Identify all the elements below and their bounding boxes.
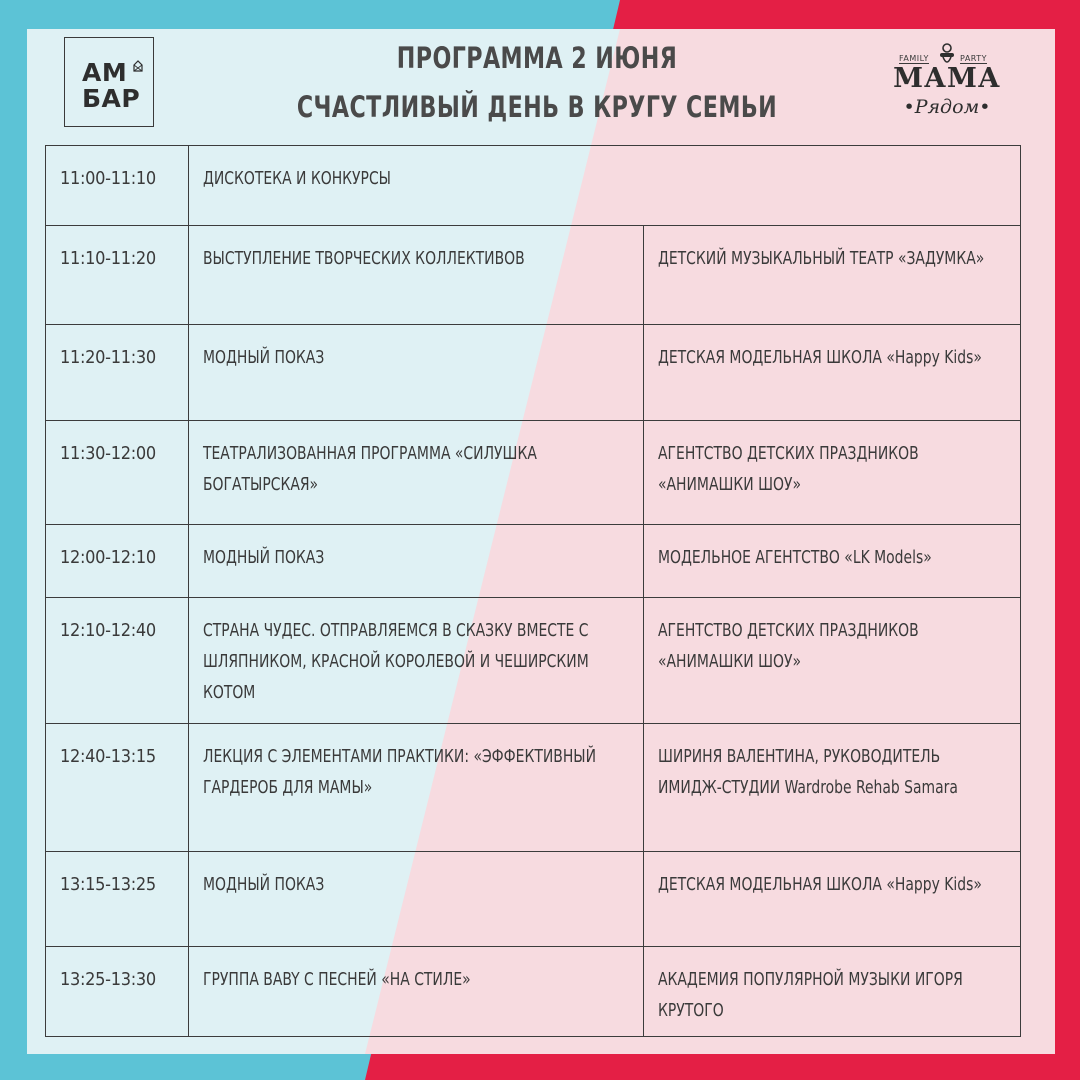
host-text: ШИРИНЯ ВАЛЕНТИНА, РУКОВОДИТЕЛЬ ИМИДЖ-СТУДИИ Wardrobe Rehab Samara	[658, 746, 958, 798]
time-cell: 11:00-11:10	[46, 146, 189, 226]
event-text: ГРУППА BABY С ПЕСНЕЙ «НА СТИЛЕ»	[203, 969, 471, 990]
event-text: ЛЕКЦИЯ С ЭЛЕМЕНТАМИ ПРАКТИКИ: «ЭФФЕКТИВНЫЙ ГАРДЕРОБ ДЛЯ МАМЫ»	[203, 746, 597, 798]
event-cell	[189, 852, 644, 947]
event-text: МОДНЫЙ ПОКАЗ	[203, 547, 325, 568]
host-cell	[644, 226, 1021, 325]
table-row	[46, 947, 1021, 1037]
host-text: ДЕТСКАЯ МОДЕЛЬНАЯ ШКОЛА «Happy Kids»	[658, 874, 982, 895]
event-text: ДИСКОТЕКА И КОНКУРСЫ	[203, 168, 391, 189]
schedule-table	[45, 145, 1021, 1037]
host-cell	[644, 525, 1021, 598]
host-cell	[644, 852, 1021, 947]
table-row	[46, 598, 1021, 724]
event-cell	[189, 598, 644, 724]
logo-tag-party: PARTY	[960, 54, 988, 63]
host-text: АГЕНТСТВО ДЕТСКИХ ПРАЗДНИКОВ «АНИМАШКИ ШОУ»	[658, 620, 919, 672]
logo-subname: •Рядом•	[903, 96, 991, 118]
host-text: ДЕТСКИЙ МУЗЫКАЛЬНЫЙ ТЕАТР «ЗАДУМКА»	[658, 248, 985, 269]
event-cell	[189, 146, 1021, 226]
time-cell: 12:00-12:10	[46, 525, 189, 598]
logo-tag-family: FAMILY	[899, 54, 929, 63]
table-row	[46, 146, 1021, 226]
ambar-logo-line1: АМ	[82, 58, 128, 87]
host-cell	[644, 724, 1021, 852]
host-text: АКАДЕМИЯ ПОПУЛЯРНОЙ МУЗЫКИ ИГОРЯ КРУТОГО	[658, 969, 963, 1021]
host-cell	[644, 325, 1021, 421]
event-text: МОДНЫЙ ПОКАЗ	[203, 874, 325, 895]
time-cell: 11:10-11:20	[46, 226, 189, 325]
ambar-logo-line2: БАР	[82, 84, 141, 113]
table-row	[46, 724, 1021, 852]
event-text: МОДНЫЙ ПОКАЗ	[203, 347, 325, 368]
logo-name: МАМА	[893, 63, 1001, 94]
time-cell: 11:30-12:00	[46, 421, 189, 525]
event-text: СТРАНА ЧУДЕС. ОТПРАВЛЯЕМСЯ В СКАЗКУ ВМЕСТЕ С ШЛЯПНИКОМ, КРАСНОЙ КОРОЛЕВОЙ И ЧЕШИРСКИМ КОТОМ	[203, 620, 589, 703]
ambar-logo	[64, 37, 154, 127]
time-cell: 11:20-11:30	[46, 325, 189, 421]
table-row	[46, 852, 1021, 947]
table-row	[46, 525, 1021, 598]
host-cell	[644, 598, 1021, 724]
house-icon	[133, 60, 143, 72]
event-cell	[189, 421, 644, 525]
time-cell: 13:15-13:25	[46, 852, 189, 947]
page-title-line1: ПРОГРАММА 2 ИЮНЯ	[396, 41, 678, 75]
host-text: АГЕНТСТВО ДЕТСКИХ ПРАЗДНИКОВ «АНИМАШКИ ШОУ»	[658, 443, 919, 495]
program-card	[27, 29, 1055, 1054]
time-cell: 12:10-12:40	[46, 598, 189, 724]
time-cell: 13:25-13:30	[46, 947, 189, 1037]
table-row	[46, 421, 1021, 525]
table-row	[46, 226, 1021, 325]
event-cell	[189, 325, 644, 421]
page-title-line2: СЧАСТЛИВЫЙ ДЕНЬ В КРУГУ СЕМЬИ	[296, 90, 778, 124]
table-row	[46, 325, 1021, 421]
host-cell	[644, 421, 1021, 525]
host-text: ДЕТСКАЯ МОДЕЛЬНАЯ ШКОЛА «Happy Kids»	[658, 347, 982, 368]
event-cell	[189, 525, 644, 598]
event-cell	[189, 226, 644, 325]
time-cell: 12:40-13:15	[46, 724, 189, 852]
host-text: МОДЕЛЬНОЕ АГЕНТСТВО «LK Models»	[658, 547, 932, 568]
event-text: ТЕАТРАЛИЗОВАННАЯ ПРОГРАММА «СИЛУШКА БОГАТЫРСКАЯ»	[203, 443, 537, 495]
event-cell	[189, 947, 644, 1037]
mama-ryadom-logo	[887, 39, 1007, 129]
event-text: ВЫСТУПЛЕНИЕ ТВОРЧЕСКИХ КОЛЛЕКТИВОВ	[203, 248, 525, 269]
event-cell	[189, 724, 644, 852]
host-cell	[644, 947, 1021, 1037]
